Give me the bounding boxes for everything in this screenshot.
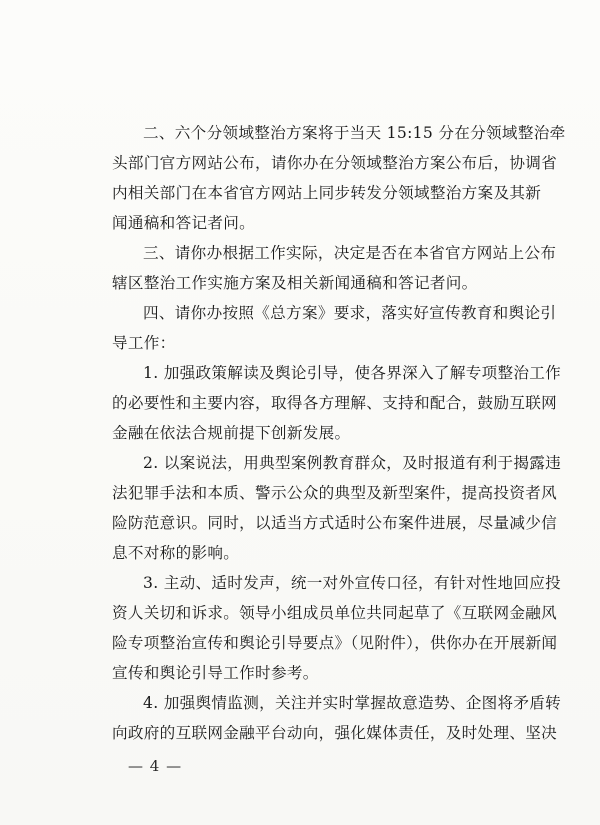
text-line: 向政府的互联网金融平台动向，强化媒体责任，及时处理、坚决 <box>112 724 558 742</box>
text-line: 内相关部门在本省官方网站上同步转发分领域整治方案及其新 <box>112 184 542 202</box>
paragraph-item-2 <box>112 448 562 568</box>
text-line: 导工作： <box>112 334 176 352</box>
text-line: 3. 主动、适时发声，统一对外宣传口径，有针对性地回应投 <box>143 574 562 592</box>
paragraph-section-3 <box>112 238 557 298</box>
paragraph-item-1 <box>112 358 562 448</box>
text-line: 息不对称的影响。 <box>112 544 240 562</box>
text-line: 闻通稿和答记者问。 <box>112 214 256 232</box>
text-line: 辖区整治工作实施方案及相关新闻通稿和答记者问。 <box>112 274 478 292</box>
document-body <box>112 118 566 748</box>
text-line: 法犯罪手法和本质、警示公众的典型及新型案件，提高投资者风 <box>112 484 558 502</box>
text-line: 四、请你办按照《总方案》要求，落实好宣传教育和舆论引 <box>143 304 557 322</box>
text-line: 1. 加强政策解读及舆论引导，使各界深入了解专项整治工作 <box>143 364 562 382</box>
text-line: 的必要性和主要内容，取得各方理解、支持和配合，鼓励互联网 <box>112 394 558 412</box>
text-line: 4. 加强舆情监测，关注并实时掌握故意造势、企图将矛盾转 <box>143 694 562 712</box>
text-line: 险专项整治宣传和舆论引导要点》（见附件），供你办在开展新闻 <box>112 634 558 652</box>
text-line: 头部门官方网站公布，请你办在分领域整治方案公布后，协调省 <box>112 154 558 172</box>
paragraph-item-3 <box>112 568 562 688</box>
text-line: 2. 以案说法，用典型案例教育群众，及时报道有利于揭露违 <box>143 454 562 472</box>
text-line: 二、六个分领域整治方案将于当天 15:15 分在分领域整治牵 <box>143 124 566 142</box>
paragraph-item-4 <box>112 688 562 748</box>
text-line: 宣传和舆论引导工作时参考。 <box>112 664 319 682</box>
text-line: 三、请你办根据工作实际，决定是否在本省官方网站上公布 <box>143 244 557 262</box>
paragraph-section-4 <box>112 298 557 358</box>
paragraph-section-2 <box>112 118 566 238</box>
text-line: 金融在依法合规前提下创新发展。 <box>112 424 351 442</box>
page-number: — 4 — <box>128 757 183 775</box>
text-line: 险防范意识。同时，以适当方式适时公布案件进展，尽量减少信 <box>112 514 558 532</box>
text-line: 资人关切和诉求。领导小组成员单位共同起草了《互联网金融风 <box>112 604 558 622</box>
